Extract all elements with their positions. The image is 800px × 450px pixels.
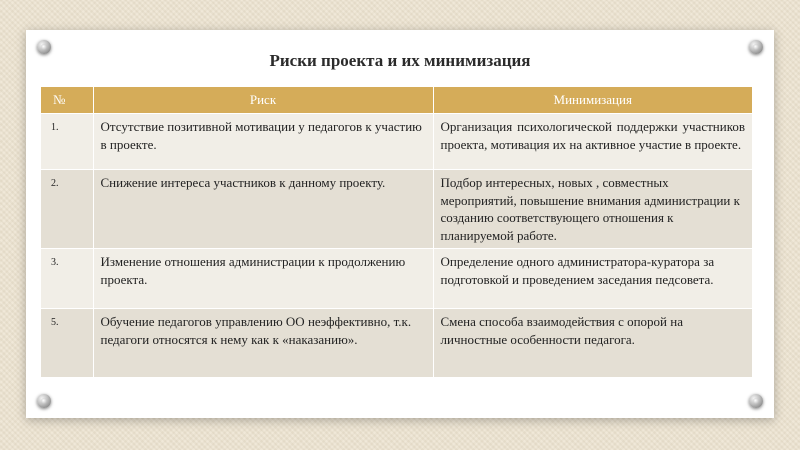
mitigation-cell: Определение одного администратора-куратора за подготовкой и проведением заседания педсовета. <box>433 249 752 309</box>
mitigation-cell: Организация психологической поддержки участников проекта, мотивация их на активное участие в проекте. <box>433 114 752 170</box>
risk-cell: Снижение интереса участников к данному проекту. <box>93 170 433 249</box>
slide-card <box>26 30 774 418</box>
slide-title: Риски проекта и их минимизация <box>269 51 531 70</box>
table-row <box>41 309 752 377</box>
header-mitigation: Минимизация <box>433 87 752 114</box>
risk-cell: Отсутствие позитивной мотивации у педагогов к участию в проекте. <box>93 114 433 170</box>
risks-table <box>41 87 752 377</box>
risk-cell: Изменение отношения администрации к продолжению проекта. <box>93 249 433 309</box>
row-number: 5. <box>41 309 93 377</box>
risk-cell: Обучение педагогов управлению ОО неэффективно, т.к. педагоги относятся к нему как к «наказанию». <box>93 309 433 377</box>
mitigation-cell: Смена способа взаимодействия с опорой на личностные особенности педагога. <box>433 309 752 377</box>
table-row <box>41 114 752 170</box>
pin-icon <box>749 394 763 408</box>
header-risk: Риск <box>93 87 433 114</box>
table-row <box>41 249 752 309</box>
table-row <box>41 170 752 249</box>
mitigation-cell: Подбор интересных, новых , совместных мероприятий, повышение внимания администрации к созданию соответствующего отношения к планируемой работе. <box>433 170 752 249</box>
pin-icon <box>37 394 51 408</box>
row-number: 2. <box>41 170 93 249</box>
header-number: № <box>41 87 93 114</box>
row-number: 1. <box>41 114 93 170</box>
table-header-row <box>41 87 752 114</box>
row-number: 3. <box>41 249 93 309</box>
